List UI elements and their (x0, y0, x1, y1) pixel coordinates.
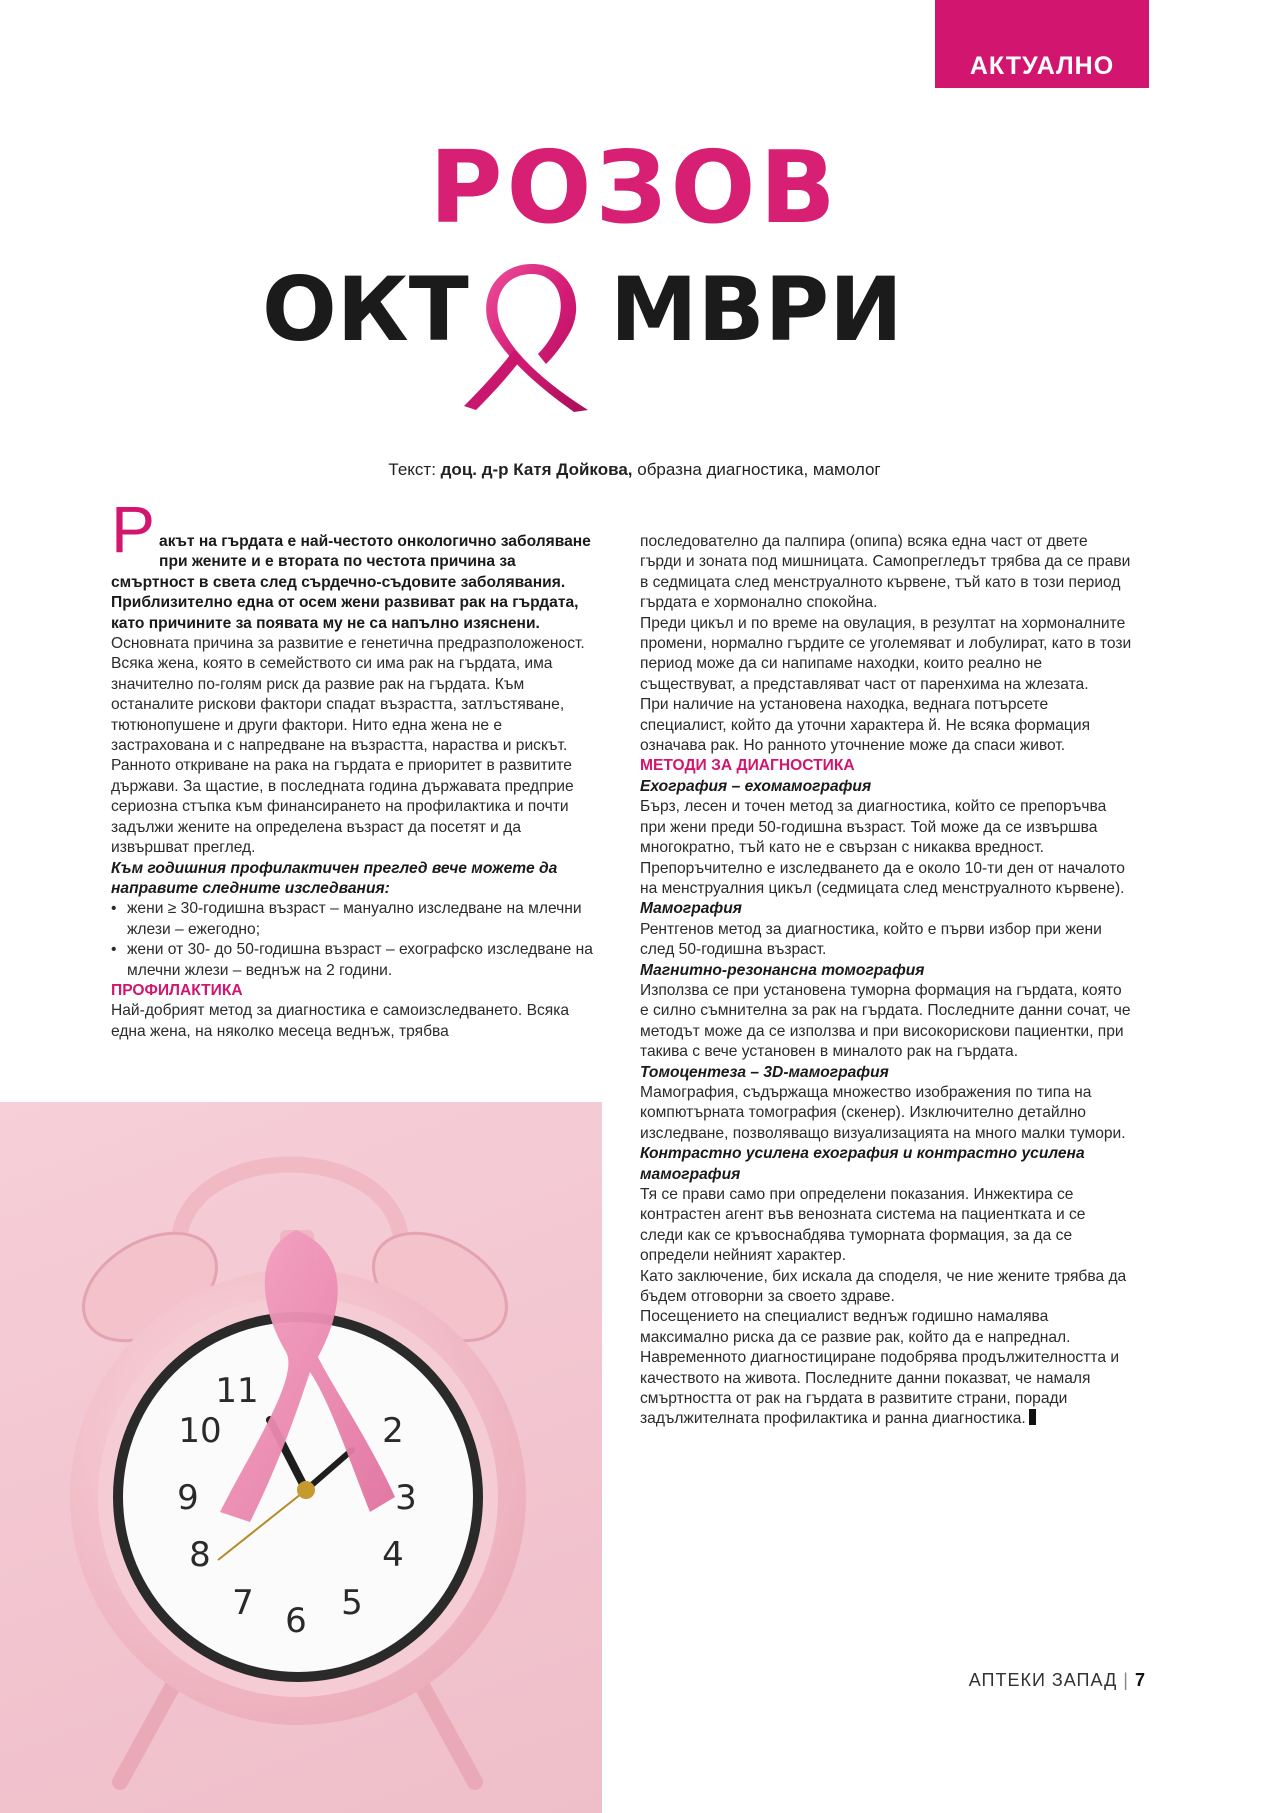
drop-cap: Р (111, 492, 156, 566)
paragraph: Най-добрият метод за диагностика е самоизследването. Всяка една жена, на няколко месеца веднъж, трябва (111, 1002, 570, 1040)
method-title: Магнитно-резонансна томография (640, 961, 925, 979)
paragraph: Мамография, съдържаща множество изображения по типа на компютърната томография (скенер). Изключително детайлно изследване, позволяващо визуализацията на много малки тумори. (640, 1083, 1126, 1142)
clock-numeral: 6 (285, 1601, 307, 1641)
paragraph: Като заключение, бих искала да споделя, че ние жените трябва да бъдем отговорни за своето здраве. (640, 1267, 1127, 1306)
paragraph: Използва се при установена туморна формация на гърдата, която е силно съмнителна за рак на гърдата. Последните данни сочат, че методът може да се използва и при високорискови пациентки, при такива с вече установен в миналото рак на гърдата. (640, 981, 1131, 1061)
lead-paragraph (111, 492, 598, 634)
paragraph: При наличие на установена находка, веднага потърсете специалист, който да уточни характера й. Не всяка формация означава рак. Но ранното уточнение може да спаси живот. (640, 696, 1091, 755)
clock-numeral: 10 (178, 1411, 222, 1451)
magazine-name: АПТЕКИ ЗАПАД (968, 1670, 1118, 1690)
pink-ribbon-icon (462, 262, 602, 414)
bullet-item: • жени ≥ 30-годишна възраст – мануално изследване на млечни жлези – ежегодно; (111, 899, 598, 940)
byline (0, 460, 1269, 480)
clock-numeral: 3 (395, 1478, 417, 1518)
lead-text: акът на гърдата е най-честото онкологично заболяване при жените и е втората по честота причина за смъртност в света след сърдечно-съдовите заболявания. Приблизително една от осем жени развиват рак на гърдата, като причините за появата му не са напълно изяснени. (111, 533, 591, 632)
paragraph: последователно да палпира (опипа) всяка една част от двете гърди и зоната под мишницата. Самопрегледът трябва да се прави в седмицата след менструалното кървене, тъй като в този период гърдата е хормонално спокойна. (640, 533, 1131, 612)
left-column (111, 492, 598, 1042)
method-title: Контрастно усилена ехография и контрастно усилена мамография (640, 1145, 1085, 1183)
method-title: Ехография – ехомамография (640, 777, 872, 795)
bullet-text: жени ≥ 30-годишна възраст – мануално изследване на млечни жлези – ежегодно; (127, 900, 582, 938)
byline-prefix: Текст: (388, 460, 441, 479)
clock-numeral: 8 (189, 1535, 211, 1575)
paragraph: Тя се прави само при определени показания. Инжектира се контрастен агент във венозната система на пациентката и се следи как се кръвоснабдява туморната формация, за да се определи нейният характер. (640, 1186, 1086, 1265)
paragraph: Преди цикъл и по време на овулация, в резултат на хормоналните промени, нормално гърдите се уголемяват и лобулират, като в този период може да си напипаме находки, които реално не съществуват, а представляват част от паренхима на жлезата. (640, 614, 1132, 693)
paragraph (640, 1348, 1132, 1430)
byline-role: образна диагностика, мамолог (632, 460, 881, 479)
clock-numeral: 2 (382, 1411, 404, 1451)
right-column (640, 532, 1132, 1430)
subheading: Към годишния профилактичен преглед вече можете да направите следните изследвания: (111, 859, 558, 897)
paragraph: Рентгенов метод за диагностика, който е първи избор при жени след 50-годишна възраст. (640, 920, 1102, 959)
paragraph: Основната причина за развитие е генетична предразположеност. Всяка жена, която в семейството си има рак на гърдата, има значително по-голям риск да развие рак на гърдата. Към останалите рискови фактори спадат възрастта, затлъстяване, тютюнопушене и други фактори. Нито една жена не е застрахована и с напредване на възрастта, нараства и рискът. (111, 635, 585, 755)
clock-numeral: 9 (177, 1478, 199, 1518)
title-line-2-start: ОКТ (262, 258, 469, 361)
section-heading: ПРОФИЛАКТИКА (111, 981, 243, 999)
paragraph: Посещението на специалист веднъж годишно намалява максимално риска да се развие рак, който да е напреднал. (640, 1308, 1071, 1346)
alarm-clock-illustration (0, 1102, 602, 1813)
bullet-item: • жени от 30- до 50-годишна възраст – ехографско изследване на млечни жлези – веднъж на 2 години. (111, 940, 598, 981)
section-tag: АКТУАЛНО (935, 0, 1149, 88)
byline-author: доц. д-р Катя Дойкова, (440, 460, 633, 479)
clock-numeral: 11 (215, 1371, 259, 1411)
page-number: 7 (1134, 1670, 1146, 1690)
section-heading: МЕТОДИ ЗА ДИАГНОСТИКА (640, 757, 855, 775)
alarm-clock-photo (0, 1102, 602, 1813)
title-line-1: РОЗОВ (429, 129, 840, 246)
title-line-2-end: МВРИ (610, 258, 903, 361)
bullet-text: жени от 30- до 50-годишна възраст – ехографско изследване на млечни жлези – веднъж на 2 години. (127, 941, 593, 979)
paragraph: Препоръчително е изследването да е около 10-ти ден от началото на менструалния цикъл (седмицата след менструалното кървене). (640, 859, 1125, 897)
paragraph: Ранното откриване на рака на гърдата е приоритет в развитите държави. За щастие, в последната година държавата предприе сериозна стъпка към финансирането на профилактика и почти задължи жените на определена възраст да посетят и да извършват преглед. (111, 757, 574, 857)
paragraph: Бърз, лесен и точен метод за диагностика, който се препоръчва при жени преди 50-годишна възраст. Той може да се извършва многократно, тъй като не е свързан с никаква вредност. (640, 798, 1107, 857)
clock-numeral: 7 (232, 1583, 254, 1623)
closing-text: Навременното диагностициране подобрява продължителността и качеството на живота. Последните данни показват, че намаля смъртността от рак на гърдата в развитите страни, поради задължителната профилактика и ранна диагностика. (640, 1349, 1120, 1428)
footer-separator: | (1123, 1670, 1129, 1690)
clock-numeral: 4 (382, 1535, 404, 1575)
page-footer (969, 1670, 1146, 1691)
clock-numeral: 5 (341, 1583, 363, 1623)
end-mark (1029, 1409, 1036, 1425)
method-title: Томоцентеза – 3D-мамография (640, 1063, 889, 1081)
method-title: Мамография (640, 900, 742, 918)
